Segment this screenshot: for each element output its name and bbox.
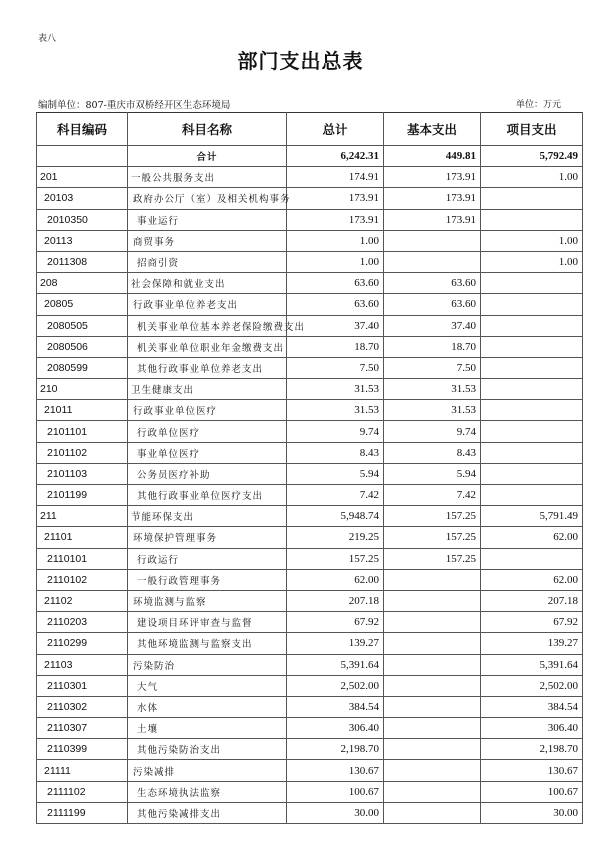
table-row xyxy=(37,527,583,548)
cell-name: 行政运行 xyxy=(128,548,287,569)
cell-code: 208 xyxy=(37,273,128,294)
cell-code: 2080506 xyxy=(37,336,128,357)
cell-basic xyxy=(384,781,481,802)
total-label: 合计 xyxy=(128,146,287,167)
cell-basic: 157.25 xyxy=(384,527,481,548)
cell-total: 7.50 xyxy=(287,357,384,378)
cell-basic: 18.70 xyxy=(384,336,481,357)
cell-name: 水体 xyxy=(128,696,287,717)
cell-project: 130.67 xyxy=(481,760,583,781)
page-title: 部门支出总表 xyxy=(237,49,364,73)
cell-name: 其他污染减排支出 xyxy=(128,802,287,823)
cell-code: 21103 xyxy=(37,654,128,675)
cell-code: 2110302 xyxy=(37,696,128,717)
table-row xyxy=(37,400,583,421)
cell-total: 30.00 xyxy=(287,802,384,823)
cell-project: 100.67 xyxy=(481,781,583,802)
cell-basic xyxy=(384,569,481,590)
cell-total: 63.60 xyxy=(287,273,384,294)
table-row xyxy=(37,696,583,717)
cell-code: 2101102 xyxy=(37,442,128,463)
cell-code: 20103 xyxy=(37,188,128,209)
cell-name: 一般行政管理事务 xyxy=(128,569,287,590)
cell-basic: 173.91 xyxy=(384,167,481,188)
cell-total: 5.94 xyxy=(287,463,384,484)
cell-total: 139.27 xyxy=(287,633,384,654)
cell-total: 9.74 xyxy=(287,421,384,442)
cell-name: 卫生健康支出 xyxy=(128,379,287,400)
cell-project: 384.54 xyxy=(481,696,583,717)
cell-name: 事业单位医疗 xyxy=(128,442,287,463)
cell-basic: 173.91 xyxy=(384,188,481,209)
table-row xyxy=(37,336,583,357)
total-amount: 6,242.31 xyxy=(287,146,384,167)
cell-project: 207.18 xyxy=(481,590,583,611)
cell-code: 2110399 xyxy=(37,739,128,760)
cell-project: 1.00 xyxy=(481,230,583,251)
table-row xyxy=(37,209,583,230)
cell-basic: 7.42 xyxy=(384,485,481,506)
cell-project xyxy=(481,209,583,230)
cell-project: 2,502.00 xyxy=(481,675,583,696)
cell-total: 306.40 xyxy=(287,718,384,739)
cell-name: 行政单位医疗 xyxy=(128,421,287,442)
table-row xyxy=(37,167,583,188)
cell-basic: 31.53 xyxy=(384,379,481,400)
cell-basic xyxy=(384,675,481,696)
cell-basic xyxy=(384,612,481,633)
cell-code: 2080599 xyxy=(37,357,128,378)
cell-project xyxy=(481,336,583,357)
cell-total: 37.40 xyxy=(287,315,384,336)
cell-name: 行政事业单位养老支出 xyxy=(128,294,287,315)
cell-name: 节能环保支出 xyxy=(128,506,287,527)
cell-code: 2110299 xyxy=(37,633,128,654)
table-row xyxy=(37,251,583,272)
cell-name: 机关事业单位基本养老保险缴费支出 xyxy=(128,315,287,336)
cell-code: 2110101 xyxy=(37,548,128,569)
total-basic: 449.81 xyxy=(384,146,481,167)
cell-project xyxy=(481,442,583,463)
table-header-row xyxy=(37,113,583,146)
table-row xyxy=(37,612,583,633)
expenditure-table xyxy=(36,112,583,824)
cell-code: 2110307 xyxy=(37,718,128,739)
cell-project xyxy=(481,379,583,400)
cell-basic: 7.50 xyxy=(384,357,481,378)
table-row xyxy=(37,569,583,590)
cell-code: 21011 xyxy=(37,400,128,421)
table-row xyxy=(37,485,583,506)
cell-total: 18.70 xyxy=(287,336,384,357)
cell-name: 商贸事务 xyxy=(128,230,287,251)
cell-name: 污染防治 xyxy=(128,654,287,675)
cell-code: 210 xyxy=(37,379,128,400)
table-row xyxy=(37,590,583,611)
cell-code: 21102 xyxy=(37,590,128,611)
table-row xyxy=(37,781,583,802)
cell-code: 21101 xyxy=(37,527,128,548)
currency-unit: 单位：万元 xyxy=(515,100,561,110)
table-number-label: 表八 xyxy=(38,34,57,44)
cell-total: 173.91 xyxy=(287,209,384,230)
cell-name: 污染减排 xyxy=(128,760,287,781)
header-project: 项目支出 xyxy=(481,113,583,146)
cell-project xyxy=(481,273,583,294)
table-row xyxy=(37,718,583,739)
cell-total: 1.00 xyxy=(287,251,384,272)
cell-total: 207.18 xyxy=(287,590,384,611)
compiling-unit: 编制单位：807-重庆市双桥经开区生态环境局 xyxy=(38,100,231,111)
cell-code: 2110301 xyxy=(37,675,128,696)
cell-name: 生态环境执法监察 xyxy=(128,781,287,802)
table-row xyxy=(37,739,583,760)
cell-name: 其他行政事业单位医疗支出 xyxy=(128,485,287,506)
table-row xyxy=(37,442,583,463)
table-row xyxy=(37,273,583,294)
cell-name: 其他行政事业单位养老支出 xyxy=(128,357,287,378)
cell-basic xyxy=(384,696,481,717)
table-row xyxy=(37,760,583,781)
cell-name: 招商引资 xyxy=(128,251,287,272)
cell-name: 政府办公厅（室）及相关机构事务 xyxy=(128,188,287,209)
cell-code: 2101103 xyxy=(37,463,128,484)
cell-code: 201 xyxy=(37,167,128,188)
cell-project xyxy=(481,463,583,484)
table-row xyxy=(37,654,583,675)
cell-project: 139.27 xyxy=(481,633,583,654)
cell-code: 2110203 xyxy=(37,612,128,633)
cell-basic: 63.60 xyxy=(384,273,481,294)
table-row xyxy=(37,230,583,251)
total-code-cell xyxy=(37,146,128,167)
cell-total: 2,198.70 xyxy=(287,739,384,760)
total-row xyxy=(37,146,583,167)
cell-name: 土壤 xyxy=(128,718,287,739)
table-row xyxy=(37,421,583,442)
header-name: 科目名称 xyxy=(128,113,287,146)
cell-basic: 9.74 xyxy=(384,421,481,442)
table-row xyxy=(37,463,583,484)
table-row xyxy=(37,506,583,527)
cell-project: 30.00 xyxy=(481,802,583,823)
cell-name: 社会保障和就业支出 xyxy=(128,273,287,294)
cell-project: 62.00 xyxy=(481,569,583,590)
table-row xyxy=(37,675,583,696)
cell-project: 5,391.64 xyxy=(481,654,583,675)
cell-basic xyxy=(384,654,481,675)
cell-name: 大气 xyxy=(128,675,287,696)
cell-code: 2101101 xyxy=(37,421,128,442)
cell-basic: 63.60 xyxy=(384,294,481,315)
header-code: 科目编码 xyxy=(37,113,128,146)
cell-total: 1.00 xyxy=(287,230,384,251)
cell-project xyxy=(481,357,583,378)
cell-basic xyxy=(384,802,481,823)
cell-code: 2101199 xyxy=(37,485,128,506)
cell-project: 67.92 xyxy=(481,612,583,633)
cell-total: 5,948.74 xyxy=(287,506,384,527)
cell-name: 一般公共服务支出 xyxy=(128,167,287,188)
cell-code: 21111 xyxy=(37,760,128,781)
cell-project: 1.00 xyxy=(481,167,583,188)
cell-total: 100.67 xyxy=(287,781,384,802)
cell-name: 事业运行 xyxy=(128,209,287,230)
cell-total: 31.53 xyxy=(287,400,384,421)
cell-total: 63.60 xyxy=(287,294,384,315)
cell-total: 31.53 xyxy=(287,379,384,400)
cell-project xyxy=(481,400,583,421)
cell-basic: 31.53 xyxy=(384,400,481,421)
cell-total: 384.54 xyxy=(287,696,384,717)
table-row xyxy=(37,802,583,823)
cell-basic: 157.25 xyxy=(384,548,481,569)
cell-total: 174.91 xyxy=(287,167,384,188)
cell-code: 20113 xyxy=(37,230,128,251)
cell-code: 20805 xyxy=(37,294,128,315)
cell-basic xyxy=(384,739,481,760)
cell-total: 173.91 xyxy=(287,188,384,209)
table-row xyxy=(37,379,583,400)
cell-project xyxy=(481,548,583,569)
cell-basic: 5.94 xyxy=(384,463,481,484)
header-basic: 基本支出 xyxy=(384,113,481,146)
cell-name: 环境监测与监察 xyxy=(128,590,287,611)
table-row xyxy=(37,548,583,569)
table-row xyxy=(37,357,583,378)
cell-project: 1.00 xyxy=(481,251,583,272)
cell-project: 5,791.49 xyxy=(481,506,583,527)
cell-name: 建设项目环评审查与监督 xyxy=(128,612,287,633)
cell-basic xyxy=(384,633,481,654)
cell-basic: 8.43 xyxy=(384,442,481,463)
cell-code: 2110102 xyxy=(37,569,128,590)
cell-project xyxy=(481,188,583,209)
cell-basic: 173.91 xyxy=(384,209,481,230)
table-row xyxy=(37,315,583,336)
cell-code: 2010350 xyxy=(37,209,128,230)
header-total: 总计 xyxy=(287,113,384,146)
cell-code: 211 xyxy=(37,506,128,527)
table-row xyxy=(37,294,583,315)
cell-total: 130.67 xyxy=(287,760,384,781)
cell-name: 公务员医疗补助 xyxy=(128,463,287,484)
cell-code: 2080505 xyxy=(37,315,128,336)
cell-name: 其他环境监测与监察支出 xyxy=(128,633,287,654)
cell-project: 62.00 xyxy=(481,527,583,548)
cell-project xyxy=(481,294,583,315)
cell-total: 2,502.00 xyxy=(287,675,384,696)
cell-total: 67.92 xyxy=(287,612,384,633)
cell-total: 62.00 xyxy=(287,569,384,590)
cell-basic xyxy=(384,590,481,611)
cell-code: 2111199 xyxy=(37,802,128,823)
cell-project xyxy=(481,315,583,336)
table-row xyxy=(37,188,583,209)
cell-basic xyxy=(384,718,481,739)
cell-project: 306.40 xyxy=(481,718,583,739)
cell-basic: 157.25 xyxy=(384,506,481,527)
cell-basic xyxy=(384,251,481,272)
cell-code: 2011308 xyxy=(37,251,128,272)
cell-code: 2111102 xyxy=(37,781,128,802)
cell-name: 行政事业单位医疗 xyxy=(128,400,287,421)
cell-project: 2,198.70 xyxy=(481,739,583,760)
cell-project xyxy=(481,421,583,442)
cell-basic: 37.40 xyxy=(384,315,481,336)
cell-name: 其他污染防治支出 xyxy=(128,739,287,760)
cell-total: 5,391.64 xyxy=(287,654,384,675)
cell-total: 219.25 xyxy=(287,527,384,548)
total-project: 5,792.49 xyxy=(481,146,583,167)
cell-basic xyxy=(384,760,481,781)
cell-project xyxy=(481,485,583,506)
cell-total: 157.25 xyxy=(287,548,384,569)
cell-name: 机关事业单位职业年金缴费支出 xyxy=(128,336,287,357)
cell-total: 7.42 xyxy=(287,485,384,506)
table-row xyxy=(37,633,583,654)
cell-name: 环境保护管理事务 xyxy=(128,527,287,548)
cell-total: 8.43 xyxy=(287,442,384,463)
cell-basic xyxy=(384,230,481,251)
